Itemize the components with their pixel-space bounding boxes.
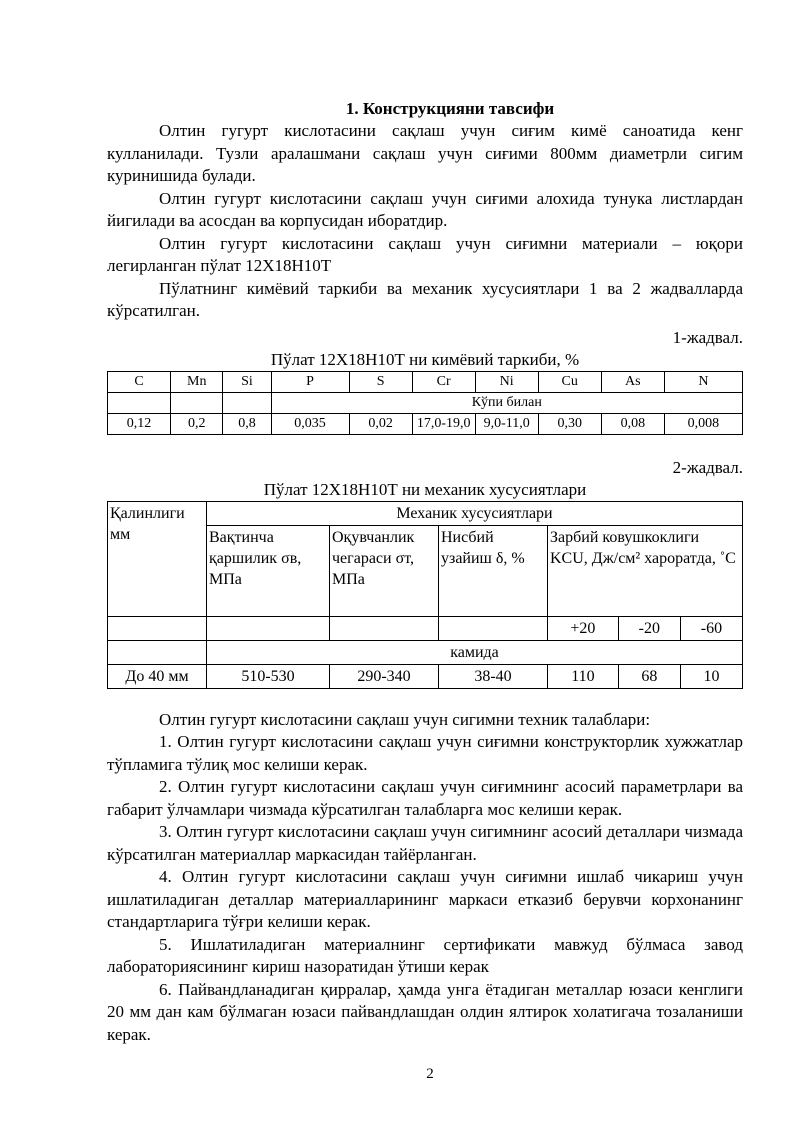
requirement-item: 4. Олтин гугурт кислотасини сақлаш учун сиғимни ишлаб чикариш учун ишлатиладиган деталлар материалларининг маркаси етказиб берувчи корхонанинг стандартларига тўғри келиши керак. xyxy=(107,867,743,931)
page-number: 2 xyxy=(426,1066,434,1082)
table2-elong-header: Нисбий узайиш δ, % xyxy=(439,525,548,616)
table1-header-si: Si xyxy=(223,371,271,392)
table1-header-n: N xyxy=(664,371,742,392)
requirement-item: 3. Олтин гугурт кислотасини сақлаш учун сигимнинг асосий деталлари чизмада кўрсатилган материаллар маркасидан тайёрланган. xyxy=(107,822,743,864)
table1-header-ni: Ni xyxy=(475,371,538,392)
requirement-item: 5. Ишлатиладиган материалнинг сертификати мавжуд бўлмаса завод лабораториясининг кириш назоратидан ўтиши керак xyxy=(107,934,743,976)
table1-header-cr: Cr xyxy=(412,371,475,392)
table1-value-p: 0,035 xyxy=(271,413,349,434)
table2-min-label: камида xyxy=(207,640,743,664)
intro-paragraph-3: Олтин гугурт кислотасини сақлаш учун сиғимни материали – юқори легирланган пўлат 12Х18Н10Т xyxy=(107,233,743,275)
table2-strength-header: Вақтинча қаршилик σв, МПа xyxy=(207,525,330,616)
table1-value-s: 0,02 xyxy=(349,413,412,434)
table2-temp-1: +20 xyxy=(548,616,619,640)
intro-paragraph-4: Пўлатнинг кимёвий таркиби ва механик хусусиятлари 1 ва 2 жадвалларда кўрсатилган. xyxy=(107,278,743,320)
document-page xyxy=(107,92,743,1046)
table2-row-kcu-minus20: 68 xyxy=(618,664,680,688)
table2-caption: Пўлат 12Х18Н10Т ни механик хусусиятлари xyxy=(263,479,587,499)
intro-paragraph-2: Олтин гугурт кислотасини сақлаш учун сиғими алохида тунука листлардан йигилади ва асосдан ва корпусидан иборатдир. xyxy=(107,188,743,230)
intro-paragraph-1: Олтин гугурт кислотасини сақлаш учун сиғим кимё саноатида кенг кулланилади. Тузли аралашмани сақлаш учун сиғими 800мм диаметрли сигим куринишида булади. xyxy=(107,121,743,185)
table2-row-kcu-20: 110 xyxy=(548,664,619,688)
table2-thickness-header: Қалинлиги мм xyxy=(108,501,207,616)
table1-header-p: P xyxy=(271,371,349,392)
requirements-heading: Олтин гугурт кислотасини сақлаш учун сигимни техник талаблари: xyxy=(159,709,651,729)
requirement-item: 6. Пайвандланадиган қирралар, ҳамда унга ётадиган металлар юзаси кенглиги 20 мм дан кам бўлмаган юзаси пайвандлашдан олдин ялтирок холатигача тозаланиши керак. xyxy=(107,979,743,1044)
requirement-item: 2. Олтин гугурт кислотасини сақлаш учун сиғимнинг асосий параметрлари ва габарит ўлчамлари чизмада кўрсатилган талабларга мос келиши керак. xyxy=(107,777,743,819)
mechanical-properties-table xyxy=(107,501,743,689)
table1-header-as: As xyxy=(601,371,664,392)
requirement-item: 1. Олтин гугурт кислотасини сақлаш учун сиғимни конструкторлик хужжатлар тўпламига тўлиқ мос келиши керак. xyxy=(107,732,743,774)
table1-value-n: 0,008 xyxy=(664,413,742,434)
table1-value-si: 0,8 xyxy=(223,413,271,434)
table2-row-elong: 38-40 xyxy=(439,664,548,688)
table1-value-cr: 17,0-19,0 xyxy=(412,413,475,434)
table1-header-mn: Mn xyxy=(171,371,223,392)
table2-row-thickness: До 40 мм xyxy=(108,664,207,688)
table1-label: 1-жадвал. xyxy=(672,327,743,347)
table1-value-ni: 9,0-11,0 xyxy=(475,413,538,434)
chemical-composition-table xyxy=(107,371,743,435)
table1-subheader: Кўпи билан xyxy=(271,392,742,413)
requirements-section xyxy=(107,709,743,1047)
table2-row-strength: 510-530 xyxy=(207,664,330,688)
table1-header-cu: Cu xyxy=(538,371,601,392)
table2-yield-header: Оқувчанлик чегараси σт, МПа xyxy=(330,525,439,616)
table2-temp-3: -60 xyxy=(680,616,742,640)
table2-label: 2-жадвал. xyxy=(672,457,743,477)
table1-value-mn: 0,2 xyxy=(171,413,223,434)
table1-value-cu: 0,30 xyxy=(538,413,601,434)
table2-row-yield: 290-340 xyxy=(330,664,439,688)
table1-header-s: S xyxy=(349,371,412,392)
table2-row-kcu-minus60: 10 xyxy=(680,664,742,688)
table2-mech-header: Механик хусусиятлари xyxy=(207,501,743,525)
table1-header-c: C xyxy=(108,371,171,392)
section-title: 1. Конструкцияни тавсифи xyxy=(345,99,555,118)
table1-caption: Пўлат 12Х18Н10Т ни кимёвий таркиби, % xyxy=(270,349,580,369)
table2-impact-header: Зарбий ковушкоклиги KCU, Дж/см² хароратда, ˚С xyxy=(548,525,743,616)
table1-value-c: 0,12 xyxy=(108,413,171,434)
table1-value-as: 0,08 xyxy=(601,413,664,434)
table2-temp-2: -20 xyxy=(618,616,680,640)
